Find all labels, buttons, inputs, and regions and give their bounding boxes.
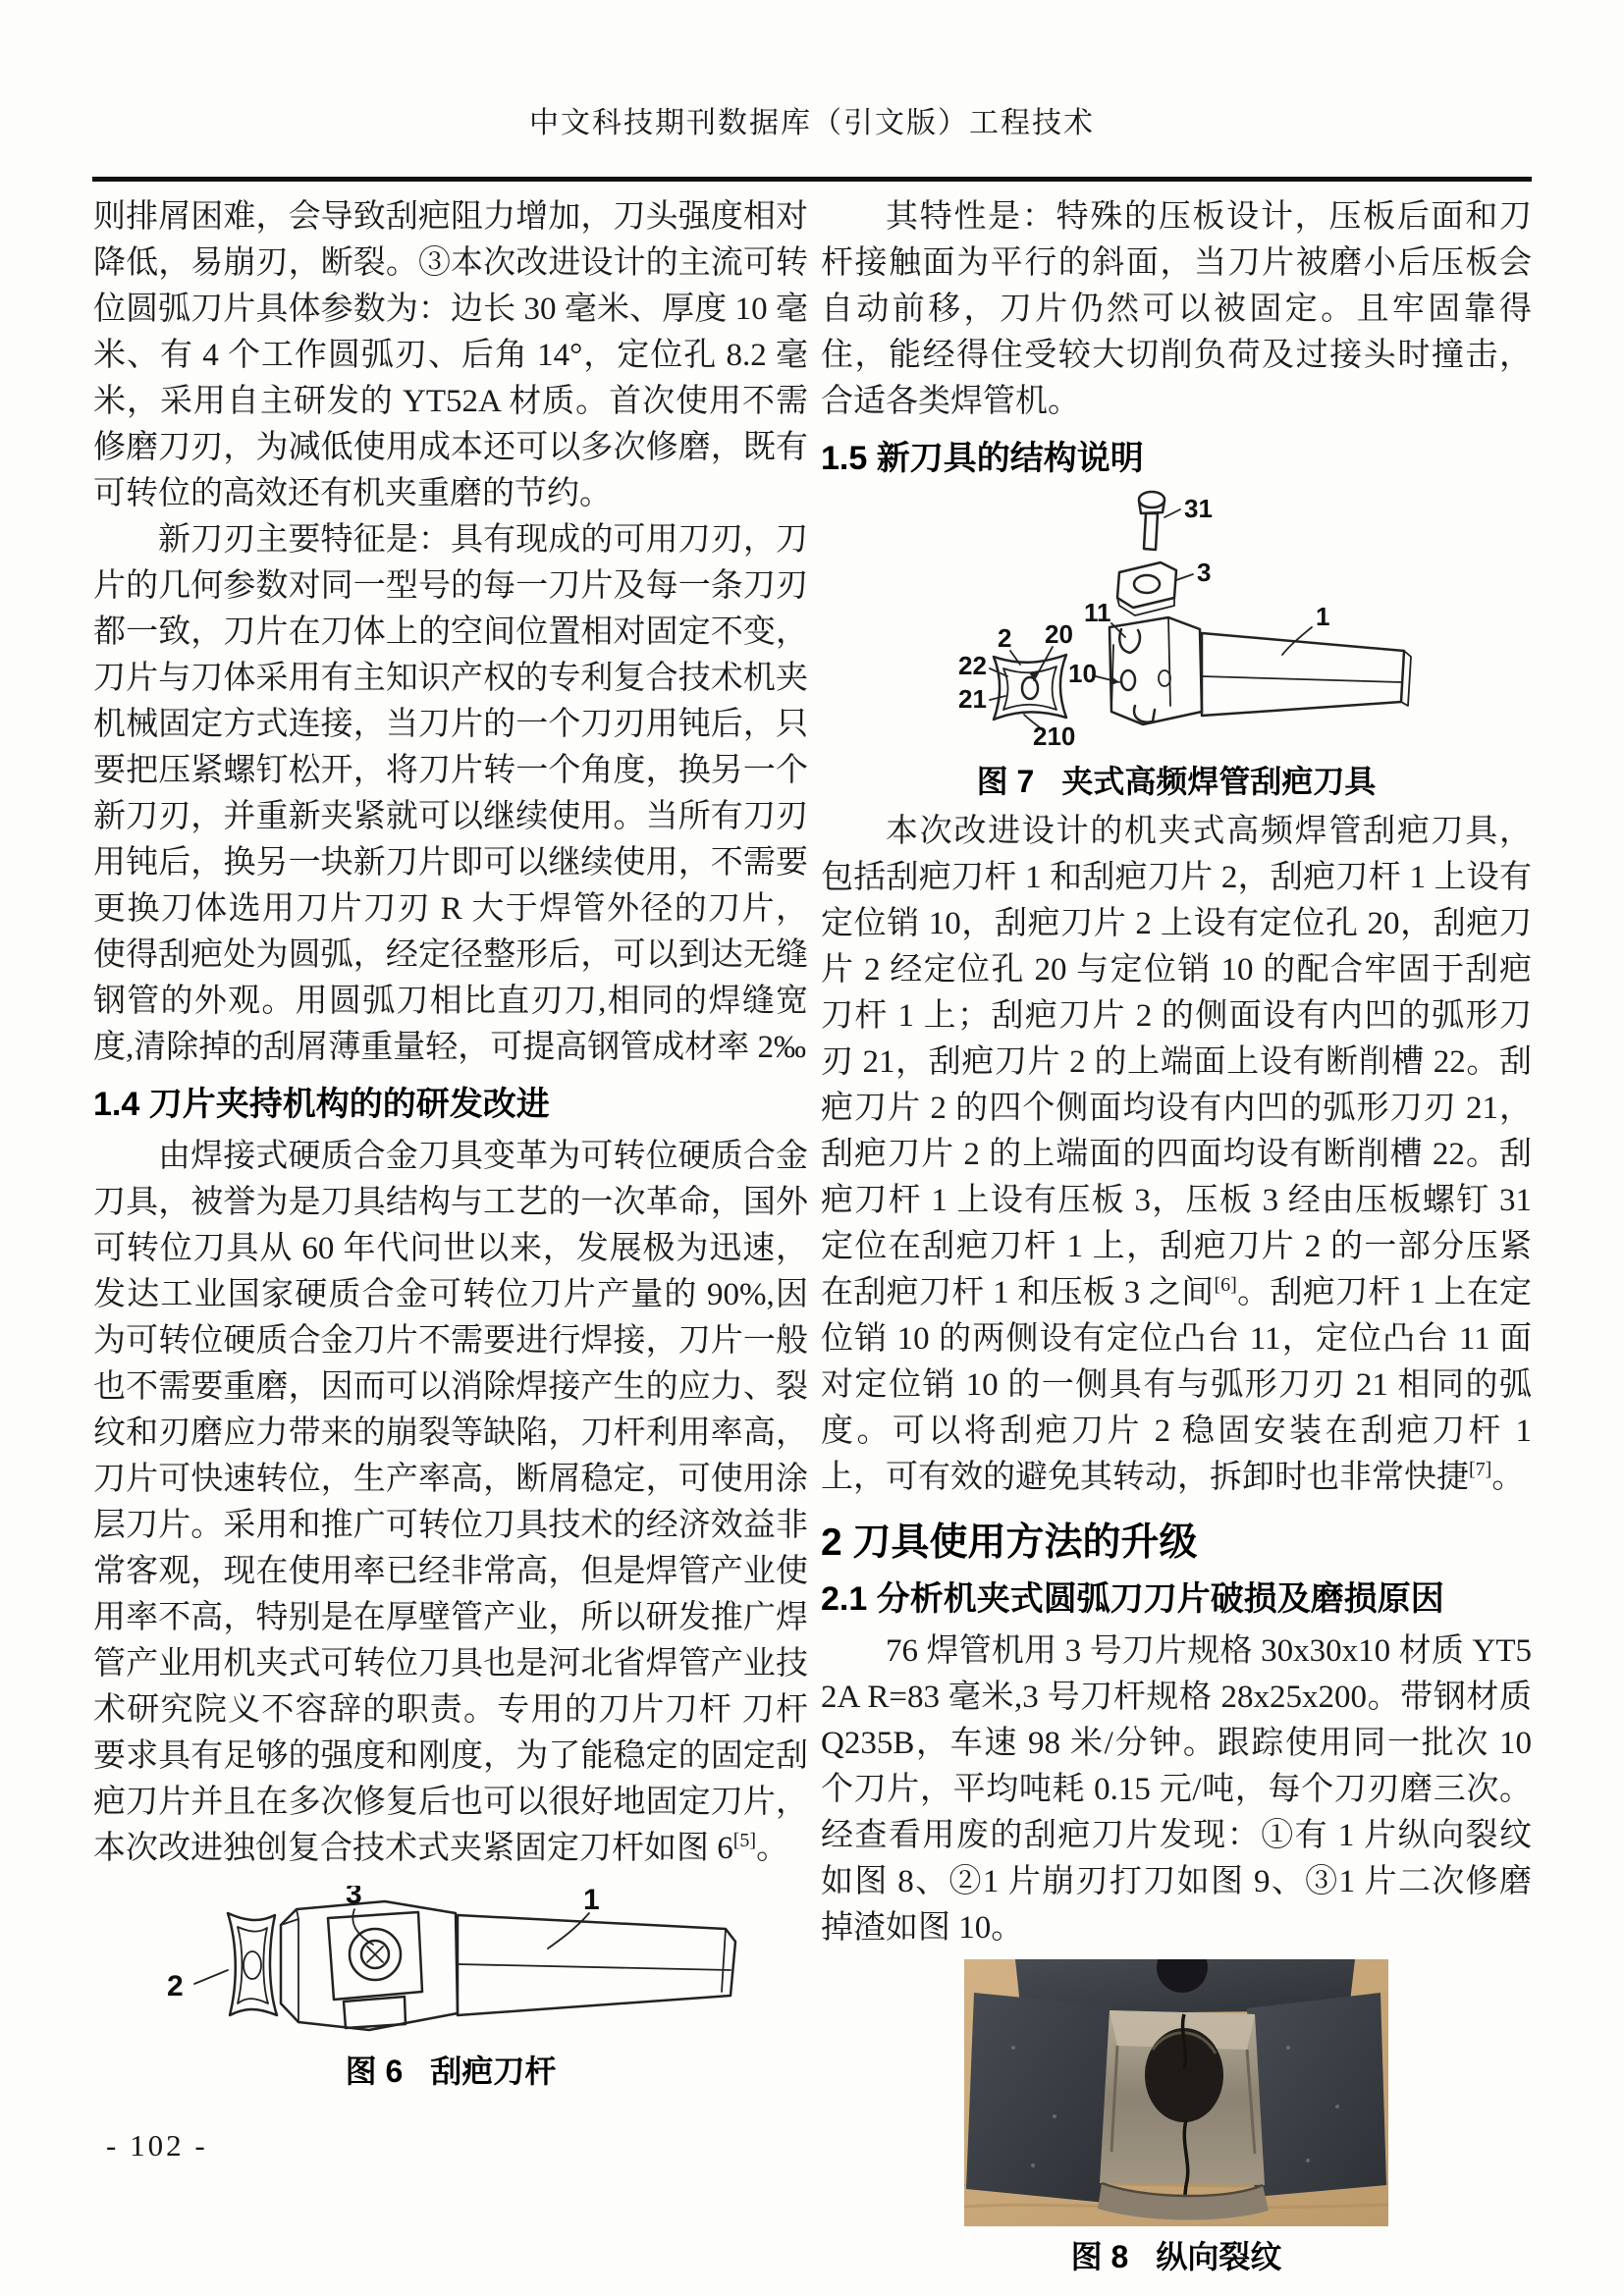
paragraph-holder-tail: 。 <box>756 1831 789 1866</box>
fig7-label-boss: 11 <box>1084 598 1111 627</box>
journal-header: 中文科技期刊数据库（引文版）工程技术 <box>529 107 1095 139</box>
fig7-screw-head <box>1139 492 1164 507</box>
fig6-insert-inner <box>238 1927 268 2003</box>
fig6-label-insert: 2 <box>167 1970 184 2002</box>
paragraph-tool-structure <box>821 809 1532 1501</box>
citation-ref-6: [6] <box>1214 1274 1237 1296</box>
fig7-label-edge: 21 <box>958 684 987 714</box>
fig7-label-bar: 1 <box>1316 602 1330 631</box>
header-divider <box>92 177 1532 182</box>
paragraph-blade-params: 则排屑困难，会导致刮疤阻力增加，刀头强度相对降低，易崩刃，断裂。③本次改进设计的主流可转位圆弧刀片具体参数为：边长 30 毫米、厚度 10 毫米、有 4 个工作圆弧刃、后角 14°，定位孔 8.2 毫米，采用自主研发的 YT52A 材质。首次使用不需修磨刀刃，为减低使用成本还可以多次修磨，既有可转位的高效还有机夹重磨的节约。 <box>93 199 809 511</box>
fig7-boss <box>1119 629 1140 653</box>
fig7-bar <box>1202 633 1404 716</box>
page-number: - 102 - <box>106 2128 208 2163</box>
fig6-leader-1 <box>548 1913 589 1949</box>
fig6-leader-2 <box>194 1970 228 1984</box>
left-column <box>93 194 808 2099</box>
fig7-bar-detail <box>1202 651 1411 706</box>
paragraph-structure-p1: 。刮疤刀杆 1 上在定位销 10 的两侧设有定位凸台 11，定位凸台 11 面对定位销 10 的一侧具有与弧形刀刃 21 相同的弧度。可以将刮疤刀片 2 稳固安装在刮疤刀杆 1 上，可有效的避免其转动，拆卸时也非常快捷 <box>821 1275 1533 1495</box>
fig7-label-pin: 10 <box>1068 659 1097 688</box>
section-heading-1-4: 1.4 刀片夹持机构的的研发改进 <box>93 1086 550 1123</box>
fig7-label-plate: 3 <box>1197 558 1212 587</box>
fig6-label-clamp: 3 <box>346 1886 362 1910</box>
fig6-clamp-plate <box>328 1912 422 2000</box>
photo-left-block <box>966 1993 1113 2203</box>
figure-6-drawing <box>151 1886 750 2041</box>
fig6-label-bar: 1 <box>583 1886 600 1916</box>
fig7-plate-outline <box>1117 562 1176 608</box>
fig7-label-screw: 31 <box>1184 494 1213 523</box>
citation-ref-7: [7] <box>1469 1459 1492 1480</box>
section-heading-2: 2 刀具使用方法的升级 <box>821 1522 1198 1564</box>
figure-7-caption-label: 图 7 <box>976 764 1035 799</box>
fig7-arrow-10 <box>1110 676 1119 685</box>
paragraph-structure-p2: 。 <box>1491 1460 1525 1495</box>
fig7-pin <box>1121 670 1135 690</box>
fig6-insert-outline <box>228 1913 277 2015</box>
section-heading-1-5: 1.5 新刀具的结构说明 <box>821 440 1144 477</box>
figure-8-caption-label: 图 8 <box>1070 2239 1129 2274</box>
figure-6-caption <box>93 2052 808 2091</box>
figure-6-caption-label: 图 6 <box>345 2054 404 2089</box>
right-column <box>821 194 1532 2284</box>
figure-7-caption-title: 夹式高频焊管刮疤刀具 <box>1061 764 1377 799</box>
figure-8-caption-title: 纵向裂纹 <box>1156 2239 1282 2274</box>
fig6-screw-socket <box>367 1947 383 1962</box>
figure-8-caption <box>821 2237 1532 2276</box>
paragraph-holder-development <box>93 1134 808 1872</box>
fig7-label-insert: 2 <box>998 623 1012 653</box>
figure-7-drawing <box>872 488 1481 751</box>
fig7-insert-hole <box>1022 677 1038 699</box>
fig7-label-groove: 22 <box>958 651 987 680</box>
fig6-lower-tab <box>344 1997 406 2028</box>
figure-8 <box>821 1951 1532 2276</box>
fig7-leader-3 <box>1176 574 1193 580</box>
paragraph-wear-analysis: 76 焊管机用 3 号刀片规格 30x30x10 材质 YT52A R=83 毫米,3 号刀杆规格 28x25x200。带钢材质 Q235B，车速 98 米/分钟。跟踪使用同一批次 10 个刀片，平均吨耗 0.15 元/吨，每个刀刃磨三次。经查看用废的刮疤刀片发现：①有 1 片纵向裂纹如图 8、②1 片崩刃打刀如图 9、③1 片二次修磨掉渣如图 10。 <box>821 1633 1532 1946</box>
paragraph-structure-p0: 本次改进设计的机夹式高频焊管刮疤刀具，包括刮疤刀杆 1 和刮疤刀片 2，刮疤刀杆 1 上设有定位销 10，刮疤刀片 2 上设有定位孔 20，刮疤刀片 2 经定位孔 20 与定位销 10 的配合牢固于刮疤刀杆 1 上；刮疤刀片 2 的侧面设有内凹的弧形刀刃 21，刮疤刀片 2 的上端面上设有断削槽 22。刮疤刀片 2 的四个侧面均设有内凹的弧形刀刃 21，刮疤刀片 2 的上端面的四面均设有断削槽 22。刮疤刀杆 1 上设有压板 3，压板 3 经由压板螺钉 31 定位在刮疤刀杆 1 上，刮疤刀片 2 的一部分压紧在刮疤刀杆 1 和压板 3 之间 <box>821 814 1532 1310</box>
paragraph-clamp-feature: 其特性是：特殊的压板设计，压板后面和刀杆接触面为平行的斜面，当刀片被磨小后压板会自动前移，刀片仍然可以被固定。且牢固靠得住，能经得住受较大切削负荷及过接头时撞击，合适各类焊管机。 <box>821 199 1532 419</box>
figure-7 <box>821 488 1532 801</box>
fig7-leader-31 <box>1164 509 1180 517</box>
figure-6 <box>93 1872 808 2091</box>
fig6-insert-hole <box>244 1951 261 1979</box>
figure-8-photo <box>964 1959 1388 2226</box>
paragraph-new-blade-features: 新刀刃主要特征是：具有现成的可用刀刃，刀片的几何参数对同一型号的每一刀片及每一条刀刃都一致，刀片在刀体上的空间位置相对固定不变，刀片与刀体采用有主知识产权的专利复合技术机夹机械固定方式连接，当刀片的一个刀刃用钝后，只要把压紧螺钉松开，将刀片转一个角度，换另一个新刀刃，并重新夹紧就可以继续使用。当所有刀刃用钝后，换另一块新刀片即可以继续使用，不需要更换刀体选用刀片刀刃 R 大于焊管外径的刀片，使得刮疤处为圆弧，经定径整形后，可以到达无缝钢管的外观。用圆弧刀相比直刃刀,相同的焊缝宽度,清除掉的刮屑薄重量轻，可提高钢管成材率 2‰ <box>93 522 808 1065</box>
citation-ref-5: [5] <box>732 1830 757 1851</box>
section-heading-2-1: 2.1 分析机夹式圆弧刀刀片破损及磨损原因 <box>821 1580 1444 1618</box>
fig7-label-hole: 20 <box>1045 619 1073 649</box>
figure-6-caption-title: 刮疤刀杆 <box>430 2054 557 2089</box>
figure-7-caption <box>821 762 1532 801</box>
fig7-leader-20 <box>1034 647 1053 680</box>
fig6-bar-ridge <box>458 1929 731 1992</box>
paragraph-holder-text: 由焊接式硬质合金刀具变革为可转位硬质合金刀具，被誉为是刀具结构与工艺的一次革命，国外可转位刀具从 60 年代问世以来，发展极为迅速，发达工业国家硬质合金可转位刀片产量的 90%,因为可转位硬质合金刀片不需要进行焊接，刀片一般也不需要重磨，因而可以消除焊接产生的应力、裂纹和刃磨应力带来的崩裂等缺陷，刀杆利用率高，刀片可快速转位，生产率高，断屑稳定，可使用涂层刀片。采用和推广可转位刀具技术的经济效益非常客观，现在使用率已经非常高，但是焊管产业使用率不高，特别是在厚壁管产业，所以研发推广焊管产业用机夹式可转位刀具也是河北省焊管产业技术研究院义不容辞的职责。专用的刀片刀杆 刀杆要求具有足够的强度和刚度，为了能稳定的固定刮疤刀片并且在多次修复后也可以很好地固定刀片，本次改进独创复合技术式夹紧固定刀杆如图 6 <box>93 1139 808 1866</box>
fig7-holder-head <box>1110 617 1202 724</box>
fig7-label-bottom: 210 <box>1033 721 1076 751</box>
fig7-head-hole <box>1159 670 1170 686</box>
fig7-plate-hole <box>1134 575 1160 593</box>
fig7-head-notch <box>1134 706 1155 722</box>
photo-right-block <box>1247 1993 1386 2197</box>
